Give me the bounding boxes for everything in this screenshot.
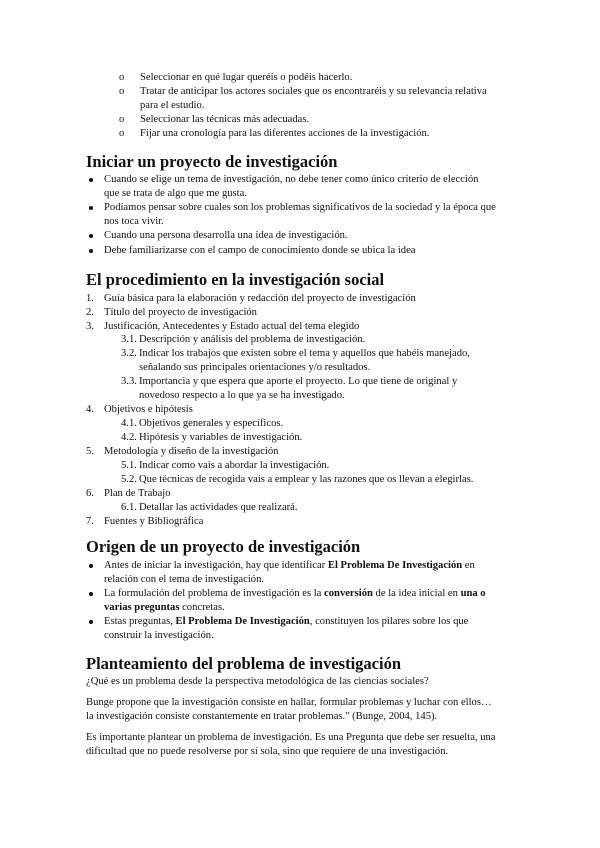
list-item: Debe familiarizarse con el campo de conocimiento donde se ubica la idea	[104, 245, 416, 256]
list-item: Importancia y que espera que aporte el proyecto. Lo que tiene de original y	[139, 376, 458, 387]
paragraph: ¿Qué es un problema desde la perspectiva metodológica de las ciencias sociales?	[86, 676, 429, 687]
list-item-continuation: construir la investigación.	[104, 630, 214, 641]
list-number: 6.1.	[121, 502, 137, 513]
list-item: Objetivos generales y específicos.	[139, 418, 284, 429]
list-item: Justificación, Antecedentes y Estado actual del tema elegido	[104, 321, 360, 332]
list-item: Indicar como vais a abordar la investigación.	[139, 460, 330, 471]
list-number: 3.	[86, 321, 94, 332]
list-number: 3.2.	[121, 348, 137, 359]
list-number: 3.1.	[121, 334, 137, 345]
list-marker-o: o	[119, 114, 125, 125]
list-item: Indicar los trabajos que existen sobre el tema y aquellos que habéis manejado,	[139, 348, 470, 359]
bullet-icon	[89, 564, 93, 568]
list-marker-o: o	[119, 128, 125, 139]
list-number: 5.	[86, 446, 94, 457]
bullet-icon	[89, 620, 93, 624]
list-item: Fuentes y Bibliográfica	[104, 516, 204, 527]
list-item-continuation: novedoso respecto a lo que ya se ha investigado.	[139, 390, 345, 401]
bullet-icon	[89, 592, 93, 596]
heading-origen: Origen de un proyecto de investigación	[86, 537, 361, 556]
heading-planteamiento: Planteamiento del problema de investigación	[86, 654, 402, 673]
list-item-continuation: relación con el tema de investigación.	[104, 574, 265, 585]
list-item-continuation: señalando sus principales orientaciones y/o resultados.	[139, 362, 371, 373]
heading-iniciar: Iniciar un proyecto de investigación	[86, 152, 338, 171]
list-number: 4.1.	[121, 418, 137, 429]
list-item: Descripción y análisis del problema de investigación.	[139, 334, 366, 345]
list-number: 4.	[86, 404, 94, 415]
list-item: Estas preguntas, El Problema De Investigación, constituyen los pilares sobre los que	[104, 616, 469, 627]
bullet-icon	[89, 206, 93, 210]
list-item: Fijar una cronología para las diferentes acciones de la investigación.	[140, 128, 430, 139]
list-number: 3.3.	[121, 376, 137, 387]
paragraph: la investigación consiste constantemente en tratar problemas." (Bunge, 2004, 145).	[86, 711, 438, 722]
list-item: Detallar las actividades que realizará.	[139, 502, 298, 513]
bullet-icon	[89, 249, 93, 253]
paragraph: dificultad que no puede resolverse por sí sola, sino que requiere de una investigación.	[86, 746, 449, 757]
list-number: 5.2.	[121, 474, 137, 485]
list-number: 2.	[86, 307, 94, 318]
list-item: La formulación del problema de investigación es la conversión de la idea inicial en una o	[104, 588, 486, 599]
list-item: Seleccionar las técnicas más adecuadas.	[140, 114, 310, 125]
list-item-continuation: para el estudio.	[140, 100, 205, 111]
list-number: 5.1.	[121, 460, 137, 471]
list-item: Cuando se elige un tema de investigación, no debe tener como único criterio de elección	[104, 174, 479, 185]
list-item-continuation: nos toca vivir.	[104, 216, 164, 227]
list-item: Objetivos e hipótesis	[104, 404, 193, 415]
paragraph: Es importante plantear un problema de investigación. Es una Pregunta que debe ser resuelta, una	[86, 732, 496, 743]
list-number: 7.	[86, 516, 94, 527]
list-item-continuation: varias preguntas concretas.	[104, 602, 225, 613]
list-item: Guía básica para la elaboración y redacción del proyecto de investigación	[104, 293, 416, 304]
list-number: 1.	[86, 293, 94, 304]
list-item: Hipótesis y variables de investigación.	[139, 432, 303, 443]
list-item: Metodología y diseño de la investigación	[104, 446, 279, 457]
list-item: Plan de Trabajo	[104, 488, 171, 499]
list-item: Antes de iniciar la investigación, hay que identificar El Problema De Investigación en	[104, 560, 475, 571]
list-item: Tratar de anticipar los actores sociales que os encontraréis y su relevancia relativa	[140, 86, 487, 97]
list-item: Podíamos pensar sobre cuales son los problemas significativos de la sociedad y la época que	[104, 202, 496, 213]
list-number: 4.2.	[121, 432, 137, 443]
list-item: Título del proyecto de investigación	[104, 307, 257, 318]
list-item: Que técnicas de recogida vais a emplear y las razones que os llevan a elegirlas.	[139, 474, 474, 485]
list-marker-o: o	[119, 86, 125, 97]
list-item: Cuando una persona desarrolla una idea de investigación.	[104, 230, 348, 241]
list-item-continuation: que se trata de algo que me gusta.	[104, 188, 247, 199]
bullet-icon	[89, 178, 93, 182]
heading-procedimiento: El procedimiento en la investigación social	[86, 270, 385, 289]
paragraph: Bunge propone que la investigación consiste en hallar, formular problemas y luchar con ellos…	[86, 697, 492, 708]
list-number: 6.	[86, 488, 94, 499]
list-item: Seleccionar en qué lugar queréis o podéis hacerlo.	[140, 72, 353, 83]
list-marker-o: o	[119, 72, 125, 83]
bullet-icon	[89, 234, 93, 238]
